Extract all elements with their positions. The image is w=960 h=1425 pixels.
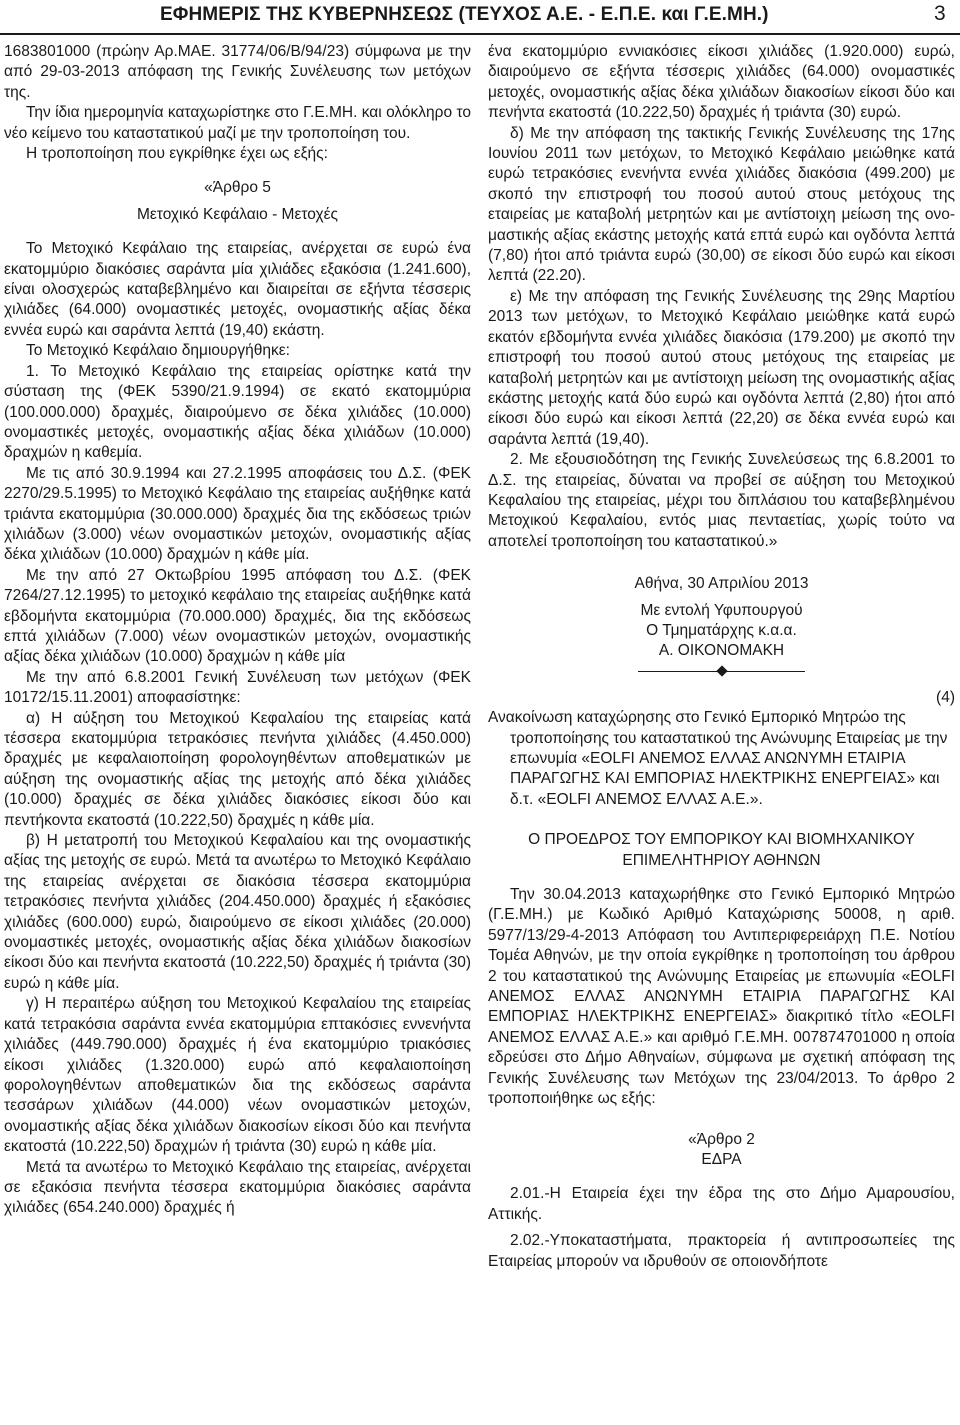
paragraph: 1. Το Μετοχικό Κεφάλαιο της εταιρείας ορίστηκε κατά την σύσταση της (ΦΕΚ 5390/21.9.1994) σε εκατό εκατομμύρια (100.000.000) δραχμές, διαιρούμενο σε δέκα χιλιάδες (10.000) ονομαστικές μετοχές, ονομαστικής αξίας δέκα χιλιάδων (10.000) δραχμών η καθεμία. bbox=[4, 362, 471, 462]
paragraph: Το Μετοχικό Κεφάλαιο δημιουργήθηκε: bbox=[26, 342, 290, 360]
signature-name: Α. ΟΙΚΟΝΟΜΑΚΗ bbox=[658, 642, 785, 660]
paragraph: Η τροποποίηση που εγκρίθηκε έχει ως εξής: bbox=[26, 145, 328, 163]
header-rule bbox=[0, 33, 960, 35]
notice-number: (4) bbox=[936, 688, 955, 706]
paragraph: Την ίδια ημερομηνία καταχωρίστηκε στο Γ.Ε.ΜΗ. και ολόκληρο το νέο κείμενο του καταστατικού μαζί με την τροποποίηση του. bbox=[4, 104, 471, 142]
right-column bbox=[488, 42, 955, 1272]
signature-line: Με εντολή Υφυπουργού bbox=[640, 601, 803, 619]
left-column bbox=[4, 42, 471, 1219]
paragraph: ε) Με την απόφαση της Γενικής Συνέλευσης της 29ης Μαρτίου 2013 των μετόχων, το Μετοχικό Κεφάλαιο μειώθηκε κατά ευρώ εκατόν εβδομήντα εννέα χιλιάδες διακόσια (179.200) με σκοπό την επιστροφή του ποσού αυτού στους μετόχους της εταιρείας με καταβολή μετρητών και με αντίστοιχη μείωση της ονομαστικής αξίας εκάστης μετοχής κατά δύο ευρώ και ογδόντα λεπτά (2,80) ήτοι από είκοσι δύο ευρώ και είκοσι λεπτά (22,20) σε δέκα εννέα ευρώ και σαράντα λεπτά (19,40). bbox=[488, 287, 955, 448]
paragraph: δ) Με την απόφαση της τακτικής Γενικής Συνέλευσης της 17ης Ιουνίου 2011 των μετόχων, το Μετοχικό Κεφάλαιο μειώθηκε κατά ευρώ τετρακόσιες ενενήντα εννέα χιλιάδες διακόσια (499.200) με σκοπό την επιστροφή του ποσού αυτού στους μετόχους της εταιρείας με καταβολή μετρητών και με αντίστοιχη μείωση της ονομαστικής αξίας εκάστης μετοχής κατά επτά ευρώ και ογδόντα λεπτά (7,80) ήτοι από τριάντα ευρώ (30,00) σε είκοσι δύο ευρώ και είκοσι λεπτά (22.20). bbox=[488, 124, 955, 285]
paragraph: Την 30.04.2013 καταχωρήθηκε στο Γενικό Εμπορικό Μητρώο (Γ.Ε.ΜΗ.) με Κωδικό Αριθμό Καταχώρισης 50008, η αριθ. 5977/13/29-4-2013 Απόφαση του Αντιπεριφερειάρχη Π.Ε. Νοτίου Τομέα Αθηνών, με την οποία εγκρίθηκε η τροποποίηση του άρθρου 2 του καταστατικού της Ανώνυμης Εταιρείας με επωνυμία «EOLFI ΑΝΕΜΟΣ ΕΛΛΑΣ ΑΝΩΝΥΜΗ ΕΤΑΙΡΙΑ ΠΑΡΑΓΩΓΗΣ ΚΑΙ ΕΜΠΟΡΙΑΣ ΗΛΕΚΤΡΙΚΗΣ ΕΝΕΡΓΕΙΑΣ» διακριτικό τίτλο «EOLFI ΑΝΕΜΟΣ ΕΛΛΑΣ Α.Ε.» και αριθμό Γ.Ε.ΜΗ. 007874701000 η οποία εδρεύσει στο Δήμο Αθηναίων, σύμφωνα με σχετική απόφαση της Γενικής Συνέλευσης των Μετόχων της 23/04/2013. Το άρθρο 2 τροποποιήθηκε ως εξής: bbox=[488, 886, 955, 1108]
article-subheading: Μετοχικό Κεφάλαιο - Μετοχές bbox=[136, 205, 338, 223]
paragraph: Με την από 6.8.2001 Γενική Συνέλευση των μετόχων (ΦΕΚ 10172/15.11.2001) αποφασίστηκε: bbox=[4, 668, 471, 707]
article-subheading: ΕΔΡΑ bbox=[701, 1150, 742, 1168]
authority-heading: Ο ΠΡΟΕΔΡΟΣ ΤΟΥ ΕΜΠΟΡΙΚΟΥ ΚΑΙ ΒΙΟΜΗΧΑΝΙΚΟΥ bbox=[528, 831, 915, 849]
paragraph: γ) Η περαιτέρω αύξηση του Μετοχικού Κεφαλαίου της εταιρείας κατά τετρακόσια σαράντα εννέα εκατομμύρια επτακόσιες εννενήντα χιλιάδες (449.790.000) δραχμές ή ένα εκατομμύριο τριακόσιες είκοσι χιλιάδες (1.320.000) ευρώ από κεφαλαιοποίηση φορολογηθέντων αποθεματικών δια της εκδόσεως σαράντα τεσσάρων χιλιάδων (44.000) νέων ονομαστικών μετοχών, ονομαστικής αξίας δέκα χιλιάδων διακοσίων είκοσι δύο και πενήντα εκατοστά (10.222,50) δραχμών ή τριάντα (30) ευρώ η κάθε μία. bbox=[4, 995, 471, 1156]
section-divider bbox=[488, 662, 955, 682]
paragraph: α) Η αύξηση του Μετοχικού Κεφαλαίου της εταιρείας κατά τέσσερα εκατομμύρια τετρακόσιες πενήντα χιλιάδες (4.450.000) δραχμές με κεφαλαιοποίηση φορολογηθέντων αποθεματικών με αύξηση της ονομαστικής αξίας της μετοχής από δέκα χιλιάδες (10.000) δραχμές σε δέκα χιλιάδες διακόσιες είκοσι δύο και πεντήκοντα εκατοστά (10.222,50) δραχμές η κάθε μία. bbox=[4, 709, 471, 829]
article-heading: «Άρθρο 2 bbox=[688, 1130, 755, 1148]
signature-place-date: Αθήνα, 30 Απριλίου 2013 bbox=[634, 575, 809, 593]
paragraph: Με τις από 30.9.1994 και 27.2.1995 αποφάσεις του Δ.Σ. (ΦΕΚ 2270/29.5.1995) το Μετοχικό Κεφάλαιο της εταιρείας αυξήθηκε κατά τριάντα εκατομμύρια (30.000.000) δραχμές δια της εκδόσεως τριών χιλιάδων (3.000) νέων ονομαστικών μετοχών, ονομαστικής αξίας δέκα χιλιάδων (10.000) δραχμών η κάθε μία. bbox=[4, 464, 471, 564]
paragraph: 2.02.-Υποκαταστήματα, πρακτορεία ή αντιπροσωπείες της Εταιρείας μπορούν να ιδρυθούν σε οποιονδήποτε bbox=[488, 1232, 955, 1270]
paragraph: β) Η μετατροπή του Μετοχικού Κεφαλαίου και της ονομαστικής αξίας της μετοχής σε ευρώ. Μετά τα ανωτέρω το Μετοχικό Κεφάλαιο της εταιρείας ανέρχεται σε διακόσια τέσσερα εκατομμύρια τετρακόσιες πενήντα χιλιάδες (204.450.000) δραχμές ή εξακόσιες χιλιάδες (600.000) ευρώ, διαιρούμενο σε είκοσι χιλιάδες (20.000) ονομαστικές μετοχές, ονομαστικής αξίας δέκα χιλιάδων διακοσίων είκοσι δύο και πενήντα εκατοστά (10.222,50) δραχμές ή τριάντα (30) ευρώ η κάθε μία. bbox=[4, 832, 471, 992]
paragraph: 1683801000 (πρώην Αρ.ΜΑΕ. 31774/06/Β/94/23) σύμφωνα με την από 29-03-2013 απόφαση της Γενικής Συνέλευσης των μετόχων της. bbox=[4, 43, 471, 101]
article-heading: «Άρθρο 5 bbox=[204, 179, 271, 197]
paragraph: ένα εκατομμύριο εννιακόσιες είκοσι χιλιάδες (1.920.000) ευρώ, διαιρούμενο σε εξήντα τέσσερις χιλιάδες (64.000) ονομαστικές μετοχές, ονομαστικής αξίας δέκα χιλιάδων διακοσίων είκοσι δύο και πενήντα εκατοστά (10.222,50) δραχμές ή τριάντα (30) ευρώ. bbox=[488, 43, 955, 122]
paragraph: 2. Με εξουσιοδότηση της Γενικής Συνελεύσεως της 6.8.2001 το Δ.Σ. της εταιρείας, δύναται να προβεί σε αύξηση του Μετοχικού Κεφαλαίου της εταιρείας, μέχρι του διπλάσιου του καταβεβλημένου Μετοχικού Κεφαλαίου, εντός μιας πενταετίας, χωρίς τούτο να αποτελεί τροποποίηση του καταστατικού.» bbox=[488, 451, 955, 550]
authority-heading: ΕΠΙΜΕΛΗΤΗΡΙΟΥ ΑΘΗΝΩΝ bbox=[622, 851, 821, 869]
paragraph: Μετά τα ανωτέρω το Μετοχικό Κεφάλαιο της εταιρείας, ανέρχεται σε εξακόσια πενήντα τέσσερα εκατομμύρια διακόσιες σαράντα χιλιάδες (654.240.000) δραχμές ή bbox=[4, 1158, 471, 1217]
diamond-ornament bbox=[716, 665, 727, 676]
paragraph: 2.01.-Η Εταιρεία έχει την έδρα της στο Δήμο Αμαρουσίου, Αττικής. bbox=[488, 1185, 955, 1223]
paragraph: Με την από 27 Οκτωβρίου 1995 απόφαση του Δ.Σ. (ΦΕΚ 7264/27.12.1995) το μετοχικό κεφάλαιο της εταιρείας αυξήθηκε κατά εβδομήντα εκατομμύρια (70.000.000) δραχμές, δια της εκδόσεως επτά χιλιάδων (7.000) νέων ονομαστικών μετοχών, ονομαστικής αξίας δέκα χιλιάδων (10.000) δραχμών η κάθε μία bbox=[4, 566, 471, 666]
page-number: 3 bbox=[934, 2, 946, 25]
paragraph: Το Μετοχικό Κεφάλαιο της εταιρείας, ανέρχεται σε ευρώ ένα εκατομμύριο διακόσιες σαράντα μία χιλιάδες εξακόσια (1.241.600), είναι ολοσχερώς καταβεβλημένο και διαιρείται σε εξήντα τέσσερις χιλιάδες (64.000) ονομαστικές μετοχές, ονομαστικής αξίας δέκα εννέα ευρώ και σαράντα λεπτά (19,40) εκάστη. bbox=[4, 240, 471, 339]
page-header bbox=[0, 0, 960, 36]
notice-title: Ανακοίνωση καταχώρησης στο Γενικό Εμπορικό Μητρώο της τροποποίησης του καταστατικού της Ανώνυμης Εταιρείας με την επωνυμία «EOLFI ΑΝΕΜΟΣ ΕΛΛΑΣ ΑΝΩΝΥΜΗ ΕΤΑΙΡΙΑ ΠΑΡΑΓΩΓΗΣ ΚΑΙ ΕΜΠΟΡΙΑΣ ΗΛΕΚΤΡΙΚΗΣ ΕΝΕΡΓΕΙΑΣ» και δ.τ. «EOLFI ΑΝΕΜΟΣ ΕΛΛΑΣ Α.Ε.». bbox=[488, 709, 948, 808]
gazette-title: ΕΦΗΜΕΡΙΣ ΤΗΣ ΚΥΒΕΡΝΗΣΕΩΣ (ΤΕΥΧΟΣ Α.Ε. - Ε.Π.Ε. και Γ.Ε.ΜΗ.) bbox=[160, 4, 769, 25]
signature-line: Ο Τμηματάρχης κ.α.α. bbox=[646, 621, 797, 639]
